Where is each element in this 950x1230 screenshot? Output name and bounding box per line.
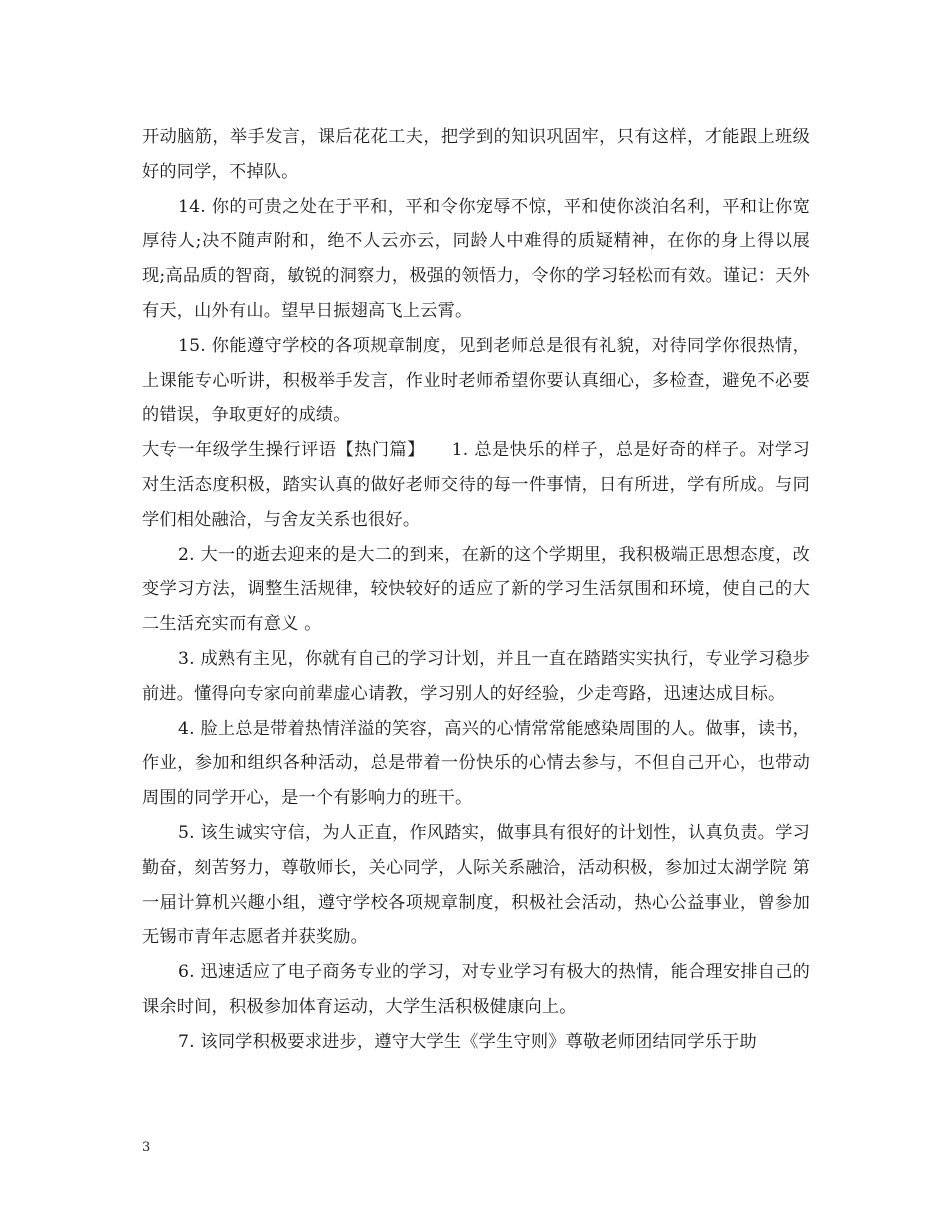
- paragraph-item-14: 14. 你的可贵之处在于平和，平和令你宠辱不惊，平和使你淡泊名利，平和让你宽厚待人;决不随声附和，绝不人云亦云，同龄人中难得的质疑精神，在你的身上得以展现;高品质的智商，敏锐的洞察力，极强的领悟力，令你的学习轻松而有效。谨记：天外有天，山外有山。望早日振翅高飞上云霄。: [142, 196, 810, 321]
- paragraph-item-3: 3. 成熟有主见，你就有自己的学习计划，并且一直在踏踏实实执行，专业学习稳步前进。懂得向专家向前辈虚心请教，学习别人的好经验，少走弯路，迅速达成目标。: [142, 648, 810, 704]
- document-body: [142, 120, 810, 1060]
- page-number: 3: [142, 1140, 151, 1155]
- paragraph-item-7: 7. 该同学积极要求进步，遵守大学生《学生守则》尊敬老师团结同学乐于助: [178, 1031, 757, 1052]
- paragraph-item-2: 2. 大一的逝去迎来的是大二的到来，在新的这个学期里，我积极端正思想态度，改变学习方法，调整生活规律，较快较好的适应了新的学习生活氛围和环境，使自己的大二生活充实而有意义 。: [142, 544, 810, 635]
- paragraph-item-5: 5. 该生诚实守信，为人正直，作风踏实，做事具有很好的计划性，认真负责。学习勤奋，刻苦努力，尊敬师长，关心同学，人际关系融洽，活动积极，参加过太湖学院 第一届计算机兴趣小组，遵守学校各项规章制度，积极社会活动，热心公益事业，曾参加无锡市青年志愿者并获奖励。: [142, 822, 810, 948]
- paragraph-item-4: 4. 脸上总是带着热情洋溢的笑容，高兴的心情常常能感染周围的人。做事，读书，作业，参加和组织各种活动，总是带着一份快乐的心情去参与，不但自己开心，也带动周围的同学开心，是一个有影响力的班干。: [142, 718, 810, 809]
- paragraph-section-heading-item-1: 大专一年级学生操行评语【热门篇】 1. 总是快乐的样子，总是好奇的样子。对学习对生活态度积极，踏实认真的做好老师交待的每一件事情，日有所进，学有所成。与同学们相处融洽，与舍友关系也很好。: [142, 440, 810, 530]
- paragraph-item-15: 15. 你能遵守学校的各项规章制度，见到老师总是很有礼貌，对待同学你很热情，上课能专心听讲，积极举手发言，作业时老师希望你要认真细心，多检查，避免不必要的错误，争取更好的成绩。: [142, 335, 810, 426]
- paragraph-continuation: 开动脑筋，举手发言，课后花花工夫，把学到的知识巩固牢，只有这样，才能跟上班级好的同学，不掉队。: [142, 127, 810, 182]
- paragraph-item-6: 6. 迅速适应了电子商务专业的学习，对专业学习有极大的热情，能合理安排自己的课余时间，积极参加体育运动，大学生活积极健康向上。: [142, 962, 810, 1017]
